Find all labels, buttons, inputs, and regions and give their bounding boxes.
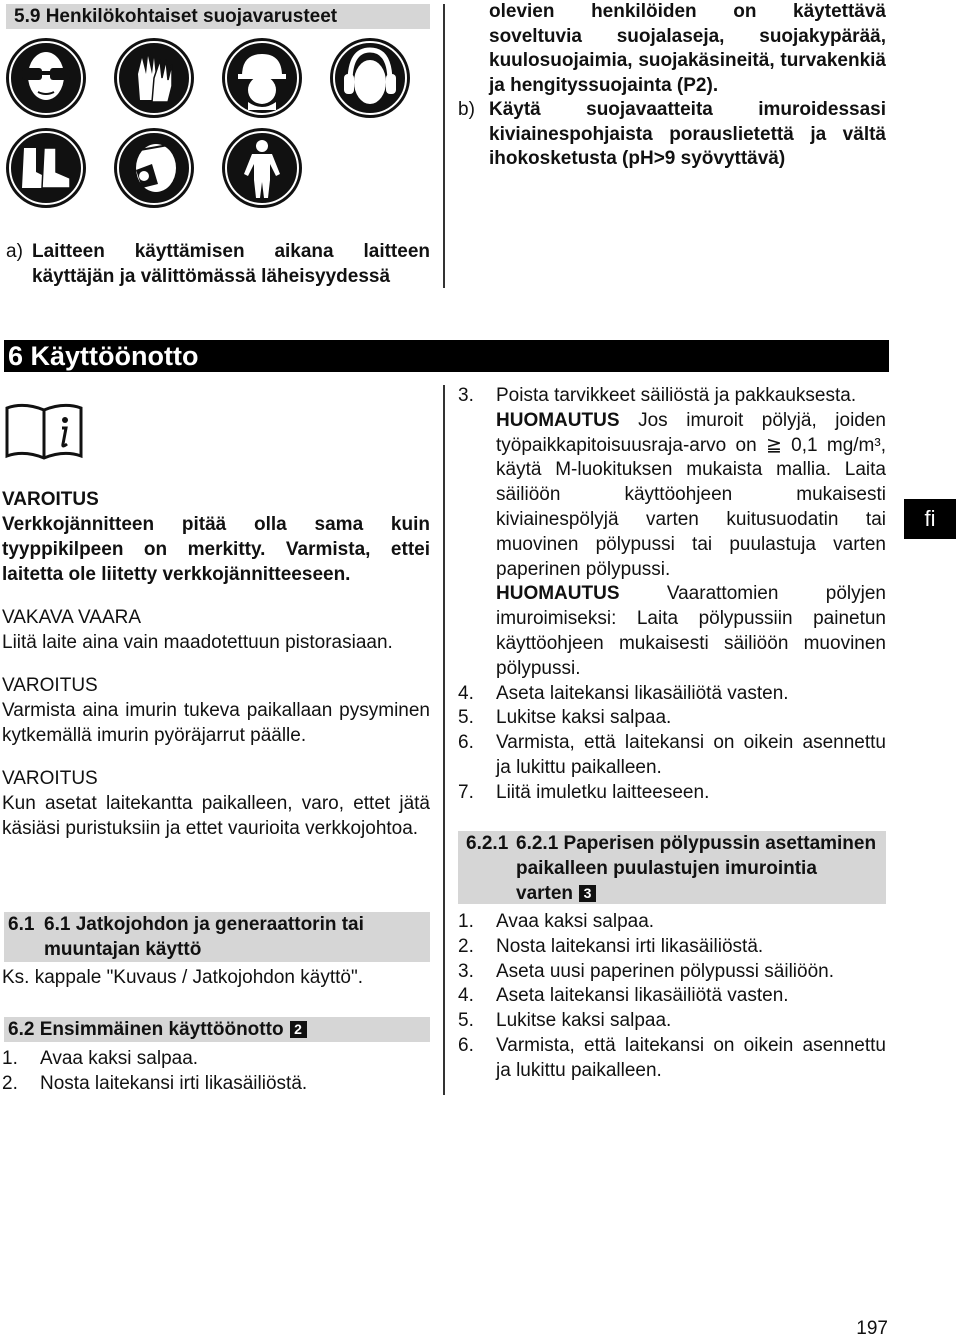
list-item [2,1072,430,1097]
figure-2-badge: 2 [290,1021,307,1038]
note-1-label: HUOMAUTUS [496,409,620,431]
step-number: 3. [458,385,474,406]
step-number: 5. [458,1010,474,1032]
section-6-2-steps-right [458,384,886,806]
list-item [458,984,886,1009]
column-divider-bottom [443,385,445,1095]
list-item [458,682,886,707]
section-6-2-1-heading-text: 6.2.1 Paperisen pölypussin asettaminen paikalleen puulastujen imurointia varten [516,833,877,904]
step-text: Nosta laitekansi irti likasäiliöstä. [40,1072,308,1094]
warning-1 [2,488,430,587]
warnings-block [2,488,430,841]
warning-4-body: Kun asetat laitekantta paikalleen, varo, ettet jätä käsiäsi puristuksiin ja ettet vaurioita verkkojohtoa. [2,793,430,839]
step-number: 6. [458,732,474,754]
page-number: 197 [856,1318,888,1339]
safety-glasses-icon [6,38,86,118]
list-item [458,731,886,781]
protective-gloves-icon [114,38,194,118]
language-tab: fi [904,499,956,539]
item-b [458,98,886,172]
note-2-text: Vaarattomien pölyjen imuroimiseksi: Laita pölypussiin painetun käyttöohjeen mukaisesti säiliöön muovinen pölypussi. [496,583,886,679]
step-text: Avaa kaksi salpaa. [496,911,655,932]
list-item [458,910,886,935]
step-number: 2. [2,1072,18,1094]
warning-1-title: VAROITUS [2,489,99,510]
section-6-2-heading-text: 6.2 Ensimmäinen käyttöönotto [8,1019,284,1040]
list-item [458,960,886,985]
step-number: 7. [458,781,474,803]
step-text: Lukitse kaksi salpaa. [496,1010,672,1032]
note-1-text: Jos imuroit pölyjä, joiden työpaikkapitoisuusraja-arvo on ≧ 0,1 mg/m³, käytä M-luokituksen mukaista mallia. Laita säiliöön käyttöohjeen mukaisesti kiviainespölyjä varten kuitusuodatin tai muovinen pölypussi tai puulastuja varten paperinen pölypussi. [496,409,887,580]
section-6-2-steps-left [2,1047,430,1097]
step-number: 4. [458,682,474,704]
read-manual-icon [4,400,84,467]
list-item [458,1034,886,1084]
chapter-6-title: 6 Käyttöönotto [4,340,889,372]
list-item [458,781,886,806]
section-6-1-heading: 6.1 6.1 Jatkojohdon ja generaattorin tai muuntajan käyttö [4,912,430,962]
warning-3 [2,674,430,748]
section-6-2-1-heading: 6.2.1 6.2.1 Paperisen pölypussin asettaminen paikalleen puulastujen imurointia varten 3 [458,831,886,904]
list-item [458,706,886,731]
warning-2 [2,606,430,655]
warning-4-title: VAROITUS [2,768,98,789]
list-item [458,384,886,682]
item-a [6,240,430,289]
item-a-marker: a) [6,241,23,262]
section-6-2-1-steps [458,910,886,1084]
item-b-marker: b) [458,99,475,120]
respirator-mask-icon [114,128,194,208]
step-text: Aseta laitekansi likasäiliötä vasten. [496,985,789,1007]
step-number: 5. [458,707,474,729]
step-text: Aseta uusi paperinen pölypussi säiliöön. [496,960,834,982]
section-6-2-heading [4,1017,430,1042]
safety-boots-icon [6,128,86,208]
step-text: Aseta laitekansi likasäiliötä vasten. [496,682,789,704]
warning-4 [2,767,430,841]
step-text: Nosta laitekansi irti likasäiliöstä. [496,935,764,957]
note-2-label: HUOMAUTUS [496,583,620,605]
step-text: Liitä imuletku laitteeseen. [496,781,710,803]
section-6-1-heading-text: 6.1 Jatkojohdon ja generaattorin tai muuntajan käyttö [44,914,364,960]
hard-hat-icon [222,38,302,118]
ear-protection-icon [330,38,410,118]
step-number: 4. [458,985,474,1007]
warning-3-title: VAROITUS [2,675,98,696]
column-divider-top [443,4,445,288]
list-item [2,1047,430,1072]
step-text: Varmista, että laitekansi on oikein asennettu ja lukittu paikalleen. [496,1034,886,1081]
warning-3-body: Varmista aina imurin tukeva paikallaan pysyminen kytkemällä imurin pyöräjarrut päälle. [2,700,430,746]
section-6-1-body: Ks. kappale "Kuvaus / Jatkojohdon käyttö". [2,967,363,988]
section-5-9-heading: 5.9 Henkilökohtaiset suojavarusteet [6,4,430,29]
item-b-text: Käytä suojavaatteita imuroidessasi kiviainespohjaista porauslietettä ja vältä ihokosketusta (pH>9 syövyttävä) [489,99,886,169]
step-number: 2. [458,935,474,957]
item-a-continuation: olevien henkilöiden on käytettävä soveltuvia suojalaseja, suojakypärää, kuulosuojaimia, suojakäsineitä, turvakenkiä ja hengityssuojainta (P2). [489,1,886,96]
step-text: Avaa kaksi salpaa. [40,1048,199,1069]
figure-3-badge: 3 [579,885,596,902]
step-text: Varmista, että laitekansi on oikein asennettu ja lukittu paikalleen. [496,732,886,778]
step-number: 6. [458,1034,474,1056]
step-number: 3. [458,960,474,982]
step-3-content [496,384,886,682]
step-number: 1. [2,1048,18,1069]
list-item [458,1009,886,1034]
step-number: 1. [458,911,474,932]
warning-1-body: Verkkojännitteen pitää olla sama kuin tyyppikilpeen on merkitty. Varmista, ettei laitetta ole liitetty verkkojännitteeseen. [2,514,430,585]
item-a-text: Laitteen käyttämisen aikana laitteen käyttäjän ja välittömässä läheisyydessä [32,241,430,287]
protective-suit-icon [222,128,302,208]
warning-2-title: VAKAVA VAARA [2,607,142,628]
step-text: Lukitse kaksi salpaa. [496,707,672,729]
step-3-text: Poista tarvikkeet säiliöstä ja pakkauksesta. [496,385,857,406]
ppe-icon-grid [6,38,426,208]
warning-2-body: Liitä laite aina vain maadotettuun pistorasiaan. [2,632,393,653]
list-item [458,935,886,960]
